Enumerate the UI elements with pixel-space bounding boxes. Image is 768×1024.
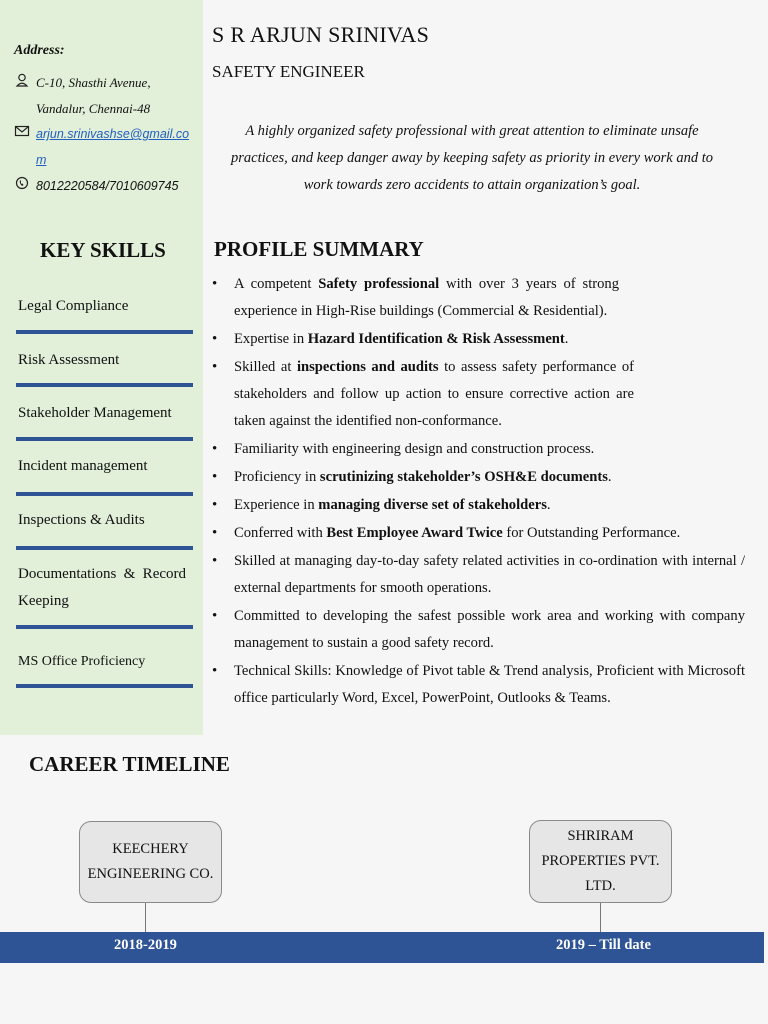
- summary-bullet: • Committed to developing the safest possible work area and working with company management to sustain a good safety record.: [210, 603, 745, 657]
- timeline-connector: [600, 903, 601, 932]
- address-heading: Address:: [14, 43, 65, 58]
- candidate-name: S R ARJUN SRINIVAS: [212, 22, 430, 47]
- company-name: SHRIRAM PROPERTIES PVT. LTD.: [541, 828, 660, 894]
- summary-bullet: • Experience in managing diverse set of stakeholders.: [210, 492, 745, 519]
- summary-bullet: • Conferred with Best Employee Award Twice for Outstanding Performance.: [210, 520, 745, 547]
- timeline-company-box: [529, 820, 672, 903]
- timeline-period: 2019 – Till date: [556, 937, 651, 953]
- company-name: KEECHERY ENGINEERING CO.: [87, 841, 214, 882]
- skill-item: Risk Assessment: [18, 352, 120, 368]
- skill-divider: [16, 492, 193, 496]
- profile-summary-title: PROFILE SUMMARY: [214, 237, 424, 261]
- mail-icon: [14, 123, 30, 139]
- career-objective: A highly organized safety professional with great attention to eliminate unsafe practices, and keep danger away by keeping safety as priority in every work and to work towards zero accidents to attain organization’s goal.: [230, 123, 713, 193]
- skill-divider: [16, 546, 193, 550]
- location-icon: [14, 72, 30, 88]
- timeline-connector: [145, 903, 146, 932]
- skill-divider: [16, 684, 193, 688]
- skill-divider: [16, 625, 193, 629]
- address-line-1: C-10, Shasthi Avenue,: [36, 75, 151, 90]
- skill-item: MS Office Proficiency: [18, 654, 146, 669]
- skill-item: Incident management: [18, 458, 148, 474]
- summary-bullet: • Expertise in Hazard Identification & Risk Assessment.: [210, 326, 745, 353]
- address-block: [14, 70, 151, 122]
- profile-summary-list: [210, 271, 745, 713]
- skill-item: Inspections & Audits: [18, 512, 145, 528]
- timeline-company-box: [79, 821, 222, 903]
- summary-bullet: • Familiarity with engineering design and construction process.: [210, 436, 745, 463]
- skill-divider: [16, 383, 193, 387]
- skill-divider: [16, 330, 193, 334]
- skill-item: Documentations & Record Keeping: [18, 566, 186, 609]
- phone-number: 8012220584/7010609745: [36, 179, 179, 193]
- summary-bullet: • Proficiency in scrutinizing stakeholder’s OSH&E documents.: [210, 464, 745, 491]
- phone-icon: [14, 175, 30, 191]
- skill-divider: [16, 437, 193, 441]
- skill-item: Legal Compliance: [18, 298, 129, 314]
- email-link-line-1[interactable]: arjun.srinivashse@gmail.co: [36, 127, 190, 141]
- summary-bullet: • Technical Skills: Knowledge of Pivot table & Trend analysis, Proficient with Microsoft office particularly Word, Excel, PowerPoint, Outlooks & Teams.: [210, 658, 745, 712]
- timeline-period: 2018-2019: [114, 937, 177, 953]
- address-line-2: Vandalur, Chennai-48: [36, 101, 151, 116]
- summary-bullet: • Skilled at inspections and audits to assess safety performance of stakeholders and follow up action to ensure corrective action are taken against the identified non-conformance.: [210, 354, 634, 435]
- key-skills-title: KEY SKILLS: [40, 238, 166, 262]
- phone-block: [14, 173, 179, 199]
- summary-bullet: • A competent Safety professional with over 3 years of strong experience in High-Rise buildings (Commercial & Residential).: [210, 271, 619, 325]
- email-block: [14, 121, 189, 173]
- email-link-line-2[interactable]: m: [36, 153, 47, 167]
- skill-item: Stakeholder Management: [18, 405, 172, 421]
- job-title: SAFETY ENGINEER: [212, 62, 365, 81]
- career-timeline-title: CAREER TIMELINE: [29, 752, 230, 776]
- summary-bullet: • Skilled at managing day-to-day safety related activities in co-ordination with internal / external departments for smooth operations.: [210, 548, 745, 602]
